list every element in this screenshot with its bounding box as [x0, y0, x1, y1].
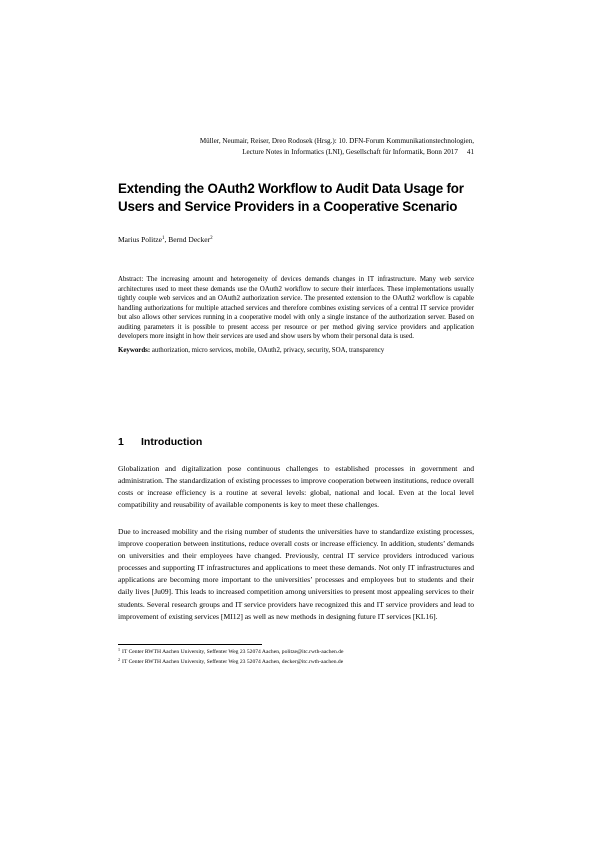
keywords-text: authorization, micro services, mobile, OAuth2, privacy, security, SOA, transparency — [150, 347, 385, 354]
footnote-mark: 2 — [118, 657, 120, 663]
title-line-2: Users and Service Providers in a Cooperative Scenario — [118, 199, 458, 214]
footnote — [118, 646, 474, 656]
header-line-1: Müller, Neumair, Reiser, Dreo Rodosek (Hrsg.): 10. DFN-Forum Kommunikationstechnologien, — [199, 137, 474, 145]
author-footnote-mark: 2 — [210, 236, 213, 241]
footnote-text: IT Center RWTH Aachen University, Seffenter Weg 23 52074 Aachen, decker@itc.rwth-aachen.de — [122, 659, 344, 666]
paper-title — [118, 180, 474, 216]
author-list — [118, 234, 213, 245]
footnote-divider — [118, 644, 262, 645]
section-title: Introduction — [141, 436, 203, 448]
abstract-label: Abstract: — [118, 276, 144, 283]
keywords-label: Keywords: — [118, 347, 151, 354]
abstract — [118, 275, 474, 342]
footnotes — [118, 646, 474, 667]
body-paragraph: Globalization and digitalization pose continuous challenges to established processes in government and administration. The standardization of existing processes to improve cooperation between institutions, reduce overall costs or increase efficiency is a routine at several levels: global, national and local. Even at the local level compatibility and reusability of available components is key to meet these challenges. — [118, 464, 474, 510]
author-name: Bernd Decker — [168, 235, 211, 244]
running-header — [118, 136, 474, 158]
header-line-2 — [118, 147, 474, 158]
abstract-text: The increasing amount and heterogeneity of devices demands changes in IT infrastructure. Many web service architectures used to meet these demands use the OAuth2 workflow to secure their interfaces. These implementations usually tightly couple web services and an OAuth2 authorization service. The presented extension to the OAuth2 workflow is capable handling authorizations for multiple attached services and therefore combines existing services of a central IT service provider but also allows other services running in a cooperative model with only a single instance of the authorization server. Based on auditing parameters it is possible to present access per resource or per method giving service providers and application developers more insight in how their services are used and show users by whom their personal data is used. — [118, 276, 474, 340]
footnote — [118, 656, 474, 666]
footnote-text: IT Center RWTH Aachen University, Seffenter Weg 23 52074 Aachen, politze@itc.rwth-aachen.de — [122, 649, 344, 655]
header-line-2-text: Lecture Notes in Informatics (LNI), Gesellschaft für Informatik, Bonn 2017 — [242, 148, 458, 156]
body-paragraph: Due to increased mobility and the rising number of students the universities have to standardize existing processes, improve cooperation between institutions, reduce overall costs or increase efficiency. In addition, students’ demands on universities and their employees have changed. Previously, central IT service providers introduced various processes and supporting IT infrastructures and applications to meet these demands. Not only IT infrastructures and applications are becoming more important to the universities’ processes and employees but to students and their daily lives [Ju09]. This leads to increased competition among universities to present most appealing services to their students. Several research groups and IT service providers have recognized this and IT service providers and lead to improvement of existing services [MI12] as well as new methods in designing future IT services [KL16]. — [118, 527, 474, 621]
author-separator: , — [164, 235, 169, 244]
section-heading — [118, 435, 202, 449]
footnote-mark: 1 — [118, 647, 120, 652]
title-line-1: Extending the OAuth2 Workflow to Audit Data Usage for — [118, 181, 464, 196]
section-number: 1 — [118, 436, 124, 448]
author-footnote-mark: 1 — [161, 236, 165, 241]
page-number: 41 — [466, 148, 474, 156]
author-name: Marius Politze — [118, 235, 162, 244]
keywords — [118, 346, 474, 356]
